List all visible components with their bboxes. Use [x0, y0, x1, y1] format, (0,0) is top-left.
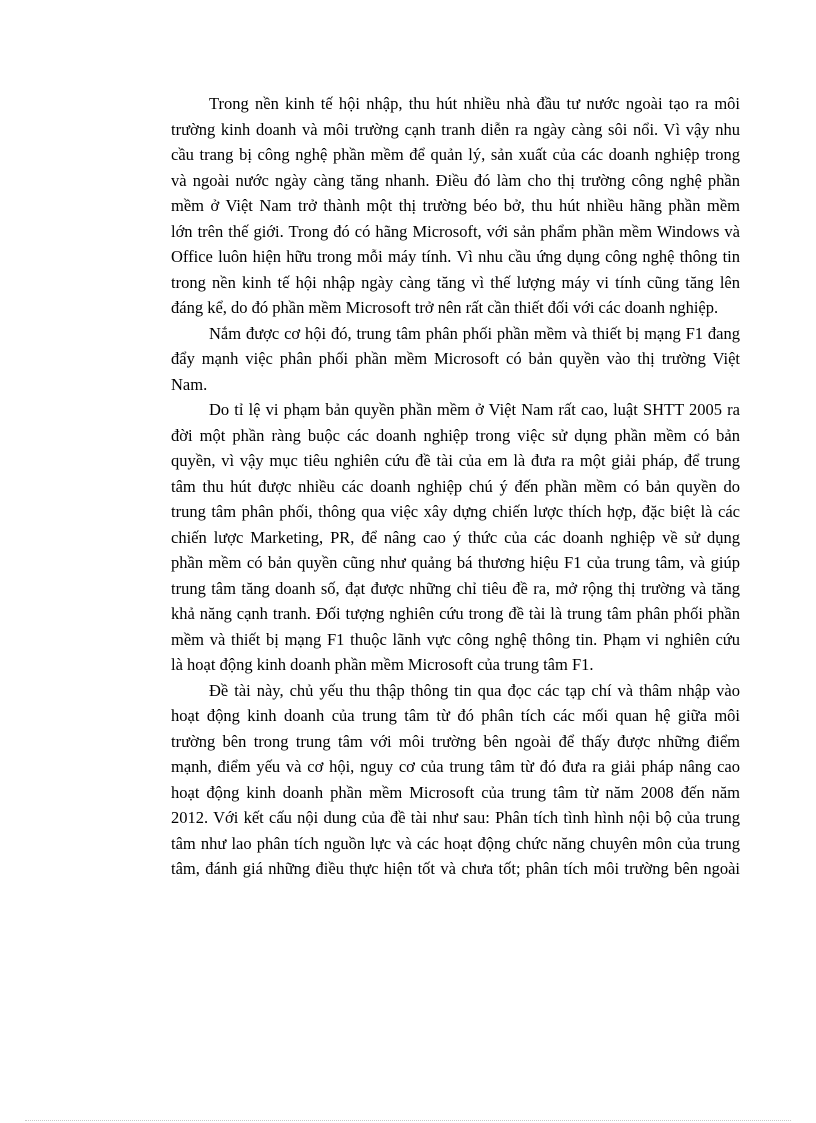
- paragraph-4: [133, 678, 740, 882]
- text-line: tâm như lao phân tích nguồn lực và các hoạt động chức năng chuyên môn của trung: [171, 833, 740, 853]
- text-line: là hoạt động kinh doanh phần mềm Microsoft của trung tâm F1.: [171, 655, 594, 674]
- text-line: hoạt động kinh doanh của trung tâm từ đó phân tích các mối quan hệ giữa môi: [171, 706, 740, 725]
- text-line: trung tâm phân phối, thông qua việc xây dựng chiến lược thích hợp, đặc biệt là các: [171, 502, 740, 521]
- text-line: trong nền kinh tế hội nhập ngày càng tăng vì thế lượng máy vi tính cũng tăng lên: [171, 272, 740, 292]
- text-line: cầu trang bị công nghệ phần mềm để quản lý, sản xuất của các doanh nghiệp trong: [171, 145, 740, 164]
- text-line: Office luôn hiện hữu trong mỗi máy tính. Vì nhu cầu ứng dụng công nghệ thông tin: [171, 247, 740, 266]
- text-line: đẩy mạnh việc phân phối phần mềm Microsoft có bản quyền vào thị trường Việt: [171, 349, 740, 368]
- text-line: tâm thu hút được nhiều các doanh nghiệp chú ý đến phần mềm có bản quyền do: [171, 476, 740, 496]
- text-line: đời một phần ràng buộc các doanh nghiệp trong việc sử dụng phần mềm có bản: [171, 425, 740, 445]
- text-line: đáng kể, do đó phần mềm Microsoft trở nên rất cần thiết đối với các doanh nghiệp.: [171, 298, 719, 317]
- text-line: Đề tài này, chủ yếu thu thập thông tin qua đọc các tạp chí và thâm nhập vào: [209, 680, 740, 700]
- text-line: phần mềm có bản quyền cũng như quảng bá thương hiệu F1 của trung tâm, và giúp: [171, 553, 740, 572]
- text-line: mềm ở Việt Nam trở thành một thị trường béo bở, thu hút nhiều hãng phần mềm: [171, 196, 740, 215]
- text-line: trường bên trong trung tâm với môi trường bên ngoài để thấy được những điểm: [171, 731, 740, 751]
- paragraph-3: [133, 397, 740, 678]
- text-line: Do tỉ lệ vi phạm bản quyền phần mềm ở Việt Nam rất cao, luật SHTT 2005 ra: [209, 400, 740, 419]
- text-line: khả năng cạnh tranh. Đối tượng nghiên cứu trong đề tài là trung tâm phân phối phần: [171, 604, 740, 623]
- text-line: quyền, vì vậy mục tiêu nghiên cứu đề tài của em là đưa ra một giải pháp, để trung: [171, 451, 740, 470]
- text-line: mềm và thiết bị mạng F1 thuộc lãnh vực công nghệ thông tin. Phạm vi nghiên cứu: [171, 629, 740, 649]
- body-text: [133, 91, 740, 882]
- text-line: Nam.: [171, 374, 208, 394]
- text-line: hoạt động kinh doanh phần mềm Microsoft của trung tâm từ năm 2008 đến năm: [171, 782, 740, 802]
- text-line: mạnh, điểm yếu và cơ hội, nguy cơ của trung tâm từ đó đưa ra giải pháp nâng cao: [171, 757, 740, 776]
- paragraph-1: [133, 91, 740, 321]
- text-line: 2012. Với kết cấu nội dung của đề tài như sau: Phân tích tình hình nội bộ của trung: [171, 808, 740, 827]
- text-line: lớn trên thế giới. Trong đó có hãng Microsoft, với sản phẩm phần mềm Windows và: [171, 221, 740, 241]
- page-bottom-rule: [25, 1120, 791, 1121]
- text-line: và ngoài nước ngày càng tăng nhanh. Điều đó làm cho thị trường công nghệ phần: [171, 170, 740, 190]
- text-line: Trong nền kinh tế hội nhập, thu hút nhiều nhà đầu tư nước ngoài tạo ra môi: [209, 94, 740, 113]
- text-line: Nắm được cơ hội đó, trung tâm phân phối phần mềm và thiết bị mạng F1 đang: [209, 323, 740, 343]
- text-line: trường kinh doanh và môi trường cạnh tranh diễn ra ngày càng sôi nổi. Vì vậy nhu: [171, 119, 740, 139]
- text-line: tâm, đánh giá những điều thực hiện tốt và chưa tốt; phân tích môi trường bên ngoài: [171, 859, 740, 878]
- text-line: chiến lược Marketing, PR, để nâng cao ý thức của các doanh nghiệp về sử dụng: [171, 527, 740, 547]
- text-line: trung tâm tăng doanh số, đạt được những chỉ tiêu đề ra, mở rộng thị trường và tăng: [171, 578, 740, 598]
- paragraph-2: [133, 321, 740, 398]
